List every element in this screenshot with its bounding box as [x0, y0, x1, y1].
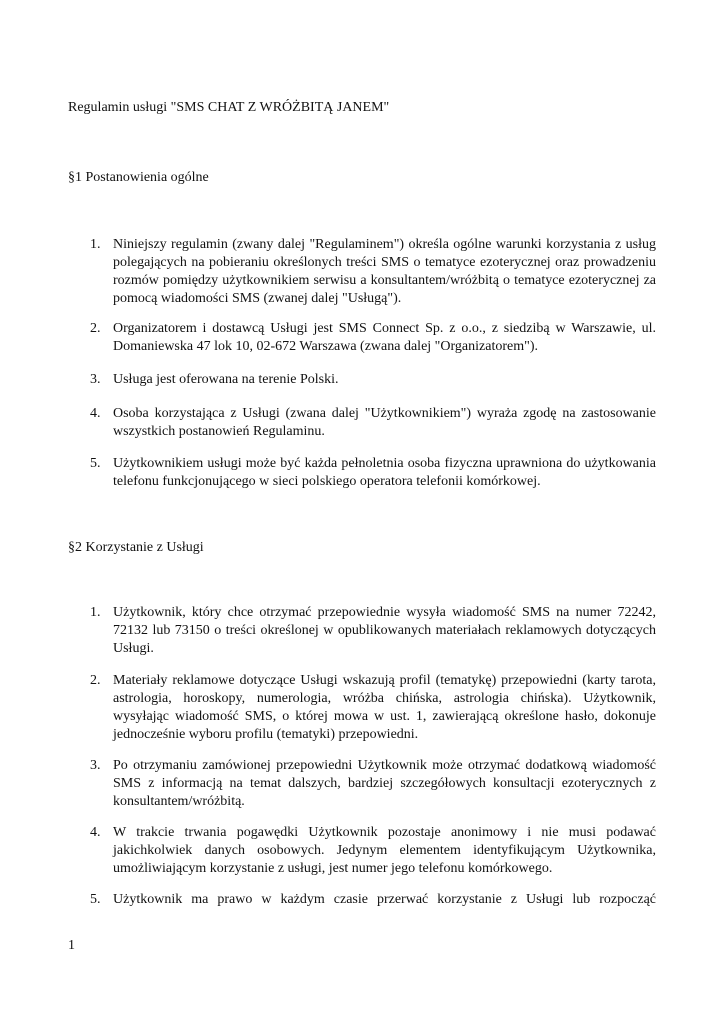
section-heading: §2 Korzystanie z Usługi [68, 540, 204, 555]
list-item-text: W trakcie trwania pogawędki Użytkownik pozostaje anonimowy i nie musi podawać jakichkolwiek danych osobowych. Jedynym elementem identyfikującym Użytkownika, umożliwiającym korzystanie z usługi, jest numer jego telefonu komórkowego. [113, 825, 656, 876]
list-item-text: Użytkownik, który chce otrzymać przepowiednie wysyła wiadomość SMS na numer 72242, 72132 lub 73150 o treści określonej w opublikowanych materiałach reklamowych dotyczących Usługi. [113, 605, 656, 656]
list-item-text: Użytkownikiem usługi może być każda pełnoletnia osoba fizyczna uprawniona do użytkowania telefonu funkcjonującego w sieci polskiego operatora telefonii komórkowej. [113, 456, 656, 489]
section-heading: §1 Postanowienia ogólne [68, 170, 209, 185]
list-item-text: Niniejszy regulamin (zwany dalej "Regulaminem") określa ogólne warunki korzystania z usług polegających na pobieraniu określonych treści SMS o tematyce ezoterycznej oraz prowadzeniu rozmów pomiędzy użytkownikiem serwisu a konsultantem/wróżbitą o tematyce ezoterycznej za pomocą wiadomości SMS (zwanej dalej "Usługą"). [113, 237, 656, 306]
list-item-number: 4. [90, 406, 101, 421]
page-number: 1 [68, 938, 75, 953]
document-title: Regulamin usługi "SMS CHAT Z WRÓŻBITĄ JANEM" [68, 100, 390, 115]
list-item-number: 4. [90, 825, 101, 840]
list-item-number: 5. [90, 892, 101, 907]
list-item-number: 1. [90, 605, 101, 620]
list-item-number: 5. [90, 456, 101, 471]
list-item-number: 1. [90, 237, 101, 252]
list-item-text: Osoba korzystająca z Usługi (zwana dalej "Użytkownikiem") wyraża zgodę na zastosowanie wszystkich postanowień Regulaminu. [113, 406, 656, 439]
list-item-number: 2. [90, 321, 101, 336]
list-item-number: 3. [90, 372, 101, 387]
list-item-number: 3. [90, 758, 101, 773]
list-item-text: Użytkownik ma prawo w każdym czasie przerwać korzystanie z Usługi lub rozpocząć [113, 892, 656, 907]
list-item-number: 2. [90, 673, 101, 688]
list-item-text: Materiały reklamowe dotyczące Usługi wskazują profil (tematykę) przepowiedni (karty tarota, astrologia, horoskopy, numerologia, wróżba chińska, astrologia chińska). Użytkownik, wysyłając wiadomość SMS, o której mowa w ust. 1, zawierającą określone hasło, dokonuje jednocześnie wyboru profilu (tematyki) przepowiedni. [113, 673, 656, 742]
list-item-text: Po otrzymaniu zamówionej przepowiedni Użytkownik może otrzymać dodatkową wiadomość SMS z informacją na temat dalszych, bardziej szczegółowych konsultacji ezoterycznych z konsultantem/wróżbitą. [113, 758, 656, 809]
list-item-text: Usługa jest oferowana na terenie Polski. [113, 372, 339, 387]
list-item-text: Organizatorem i dostawcą Usługi jest SMS Connect Sp. z o.o., z siedzibą w Warszawie, ul. Domaniewska 47 lok 10, 02-672 Warszawa (zwana dalej "Organizatorem"). [113, 321, 656, 354]
